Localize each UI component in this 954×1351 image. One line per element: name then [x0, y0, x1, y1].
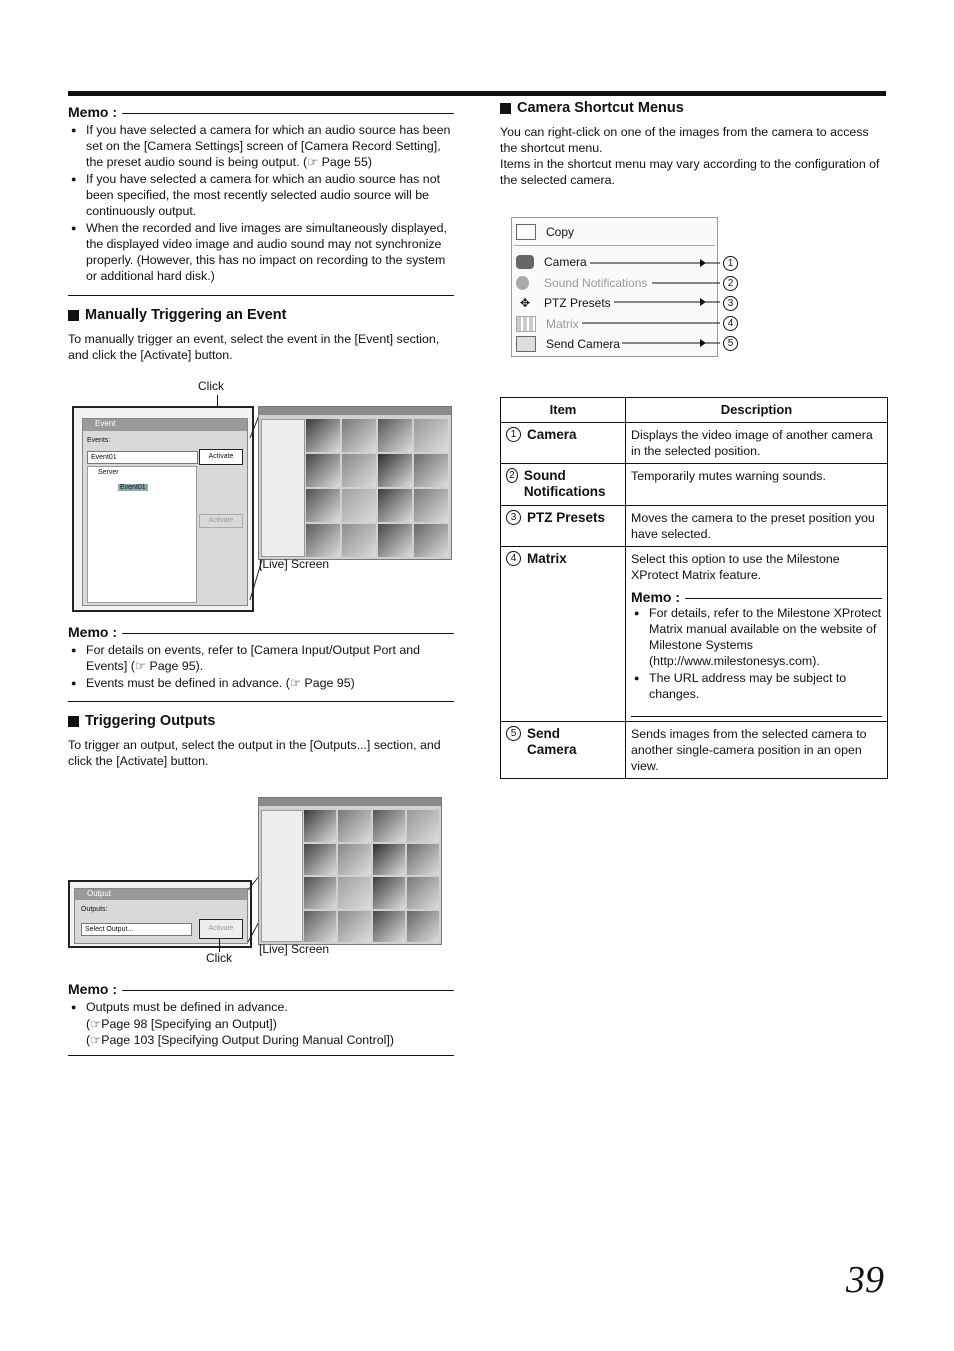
memo-3	[68, 981, 454, 1048]
camera-thumbnail	[378, 489, 412, 522]
activate-button[interactable]: Activate	[199, 919, 243, 939]
live-screen-label: [Live] Screen	[259, 942, 330, 956]
memo-bullet: ● If you have selected a camera for which an audio source has not been specified, the most recently selected audio source will be continuously output.	[68, 171, 454, 219]
memo-bullet: ● When the recorded and live images are simultaneously displayed, the displayed video image and audio sound may not synchronize properly. (However, this has no impact on recording to the system or additional hard disk.)	[68, 220, 454, 284]
marker-5: 5	[723, 336, 738, 351]
section-text: To manually trigger an event, select the event in the [Event] section, and click the [Activate] button.	[68, 332, 440, 362]
camera-thumbnail	[338, 911, 370, 943]
menu-item-send-camera[interactable]: Send Camera	[512, 334, 620, 353]
memo-end-rule	[68, 1055, 454, 1056]
section-text: Items in the shortcut menu may vary according to the configuration of the selected camera.	[500, 157, 880, 187]
camera-thumbnail	[304, 844, 336, 876]
tree-event[interactable]: Event01	[120, 484, 146, 491]
event-select[interactable]: Event01	[87, 451, 198, 464]
camera-thumbnail	[304, 911, 336, 943]
tree-server[interactable]: Server	[98, 469, 119, 476]
camera-thumbnail	[338, 877, 370, 909]
section-heading: Manually Triggering an Event	[68, 307, 286, 323]
matrix-icon	[516, 316, 536, 332]
memo-heading: Memo :	[68, 104, 454, 120]
output-select[interactable]: Select Output...	[81, 923, 192, 936]
camera-thumbnail	[306, 524, 340, 557]
camera-thumbnail	[342, 489, 376, 522]
page-number: 39	[846, 1259, 884, 1301]
memo-bullet: ● The URL address may be subject to changes.	[631, 670, 882, 702]
table-row: 4 Matrix Select this option to use the Milestone XProtect Matrix feature. Memo : ● For details, refer to the Milestone XProtect Matrix manual available on the website of Milestone Systems (http://www.milestonesys.com). ● The URL address may be subject to changes.	[501, 547, 888, 722]
outputs-label: Outputs:	[81, 906, 108, 913]
output-panel-title: Output	[75, 889, 247, 900]
activate-button-2[interactable]: Activate	[199, 514, 243, 528]
memo-2	[68, 624, 454, 692]
camera-thumbnail	[378, 419, 412, 452]
memo-bullet: ● If you have selected a camera for which an audio source has been set on the [Camera Settings] screen of [Camera Record Setting], the preset audio sound is being output. (☞ Page 55)	[68, 122, 454, 170]
menu-markers	[723, 255, 744, 355]
output-panel-screenshot	[68, 880, 252, 948]
camera-thumbnail	[373, 844, 405, 876]
table-row: 2 Sound Notifications Temporarily mutes warning sounds.	[501, 464, 888, 506]
camera-thumbnail	[373, 877, 405, 909]
memo-bullet: ● Outputs must be defined in advance.	[68, 999, 454, 1015]
marker-2: 2	[723, 276, 738, 291]
camera-thumbnail	[306, 489, 340, 522]
marker-1: 1	[723, 256, 738, 271]
activate-button[interactable]: Activate	[199, 449, 243, 465]
top-rule	[68, 91, 886, 96]
camera-thumbnail	[407, 877, 439, 909]
live-screen-thumbnail-2	[258, 797, 442, 945]
table-row: 1 Camera Displays the video image of another camera in the selected position.	[501, 423, 888, 464]
memo-1	[68, 104, 454, 285]
camera-thumbnail	[414, 524, 448, 557]
section-text: To trigger an output, select the output in the [Outputs...] section, and click the [Activate] button.	[68, 738, 441, 768]
camera-thumbnail	[338, 810, 370, 842]
memo-ref-line: (☞Page 103 [Specifying Output During Manual Control])	[86, 1033, 394, 1047]
menu-item-copy[interactable]: Copy	[512, 222, 574, 241]
camera-thumbnail	[407, 810, 439, 842]
marker-4: 4	[723, 316, 738, 331]
callout-line	[219, 938, 220, 952]
table-header-description: Description	[626, 398, 888, 423]
table-row: 3 PTZ Presets Moves the camera to the preset position you have selected.	[501, 506, 888, 547]
camera-thumbnail	[378, 524, 412, 557]
table-header-item: Item	[501, 398, 626, 423]
camera-thumbnail	[378, 454, 412, 487]
menu-item-camera[interactable]: Camera	[512, 252, 587, 271]
camera-thumbnail	[414, 454, 448, 487]
memo-bullet: ● For details, refer to the Milestone XProtect Matrix manual available on the website of Milestone Systems (http://www.milestonesys.com).	[631, 605, 882, 669]
camera-thumbnail	[342, 454, 376, 487]
camera-thumbnail	[407, 911, 439, 943]
event-panel-screenshot	[72, 406, 254, 612]
memo-heading: Memo :	[68, 981, 454, 997]
camera-thumbnail	[304, 877, 336, 909]
live-screen-thumbnail-1	[258, 406, 452, 560]
click-label: Click	[198, 379, 224, 393]
menu-item-matrix[interactable]: Matrix	[512, 314, 579, 333]
memo-end-rule	[68, 701, 454, 702]
camera-thumbnail	[407, 844, 439, 876]
send-camera-icon	[516, 336, 536, 352]
camera-thumbnail	[304, 810, 336, 842]
speaker-icon	[516, 276, 529, 290]
camera-thumbnail	[373, 911, 405, 943]
click-label: Click	[206, 951, 232, 965]
menu-item-ptz-presets[interactable]: ✥ PTZ Presets	[512, 293, 611, 312]
camera-thumbnail	[414, 419, 448, 452]
ptz-arrows-icon: ✥	[519, 295, 531, 310]
camera-icon	[516, 255, 534, 269]
marker-3: 3	[723, 296, 738, 311]
section-text: You can right-click on one of the images from the camera to access the shortcut menu.	[500, 125, 869, 155]
memo-heading: Memo :	[68, 624, 454, 640]
camera-thumbnail	[414, 489, 448, 522]
live-screen-label: [Live] Screen	[259, 557, 330, 571]
section-heading: Camera Shortcut Menus	[500, 100, 684, 116]
camera-thumbnail	[373, 810, 405, 842]
section-heading: Triggering Outputs	[68, 713, 216, 729]
camera-thumbnail	[342, 524, 376, 557]
camera-thumbnail	[342, 419, 376, 452]
memo-ref-line: (☞Page 98 [Specifying an Output])	[86, 1017, 277, 1031]
camera-thumbnail	[306, 419, 340, 452]
event-panel-title: Event	[83, 419, 247, 431]
copy-icon	[516, 224, 536, 240]
table-row: 5 Send Camera Sends images from the selected camera to another single-camera position in an open view.	[501, 722, 888, 779]
menu-item-sound-notifications[interactable]: Sound Notifications	[512, 273, 647, 292]
memo-end-rule	[68, 295, 454, 296]
events-label: Events:	[87, 437, 111, 444]
memo-bullet: ● For details on events, refer to [Camera Input/Output Port and Events] (☞ Page 95).	[68, 642, 454, 674]
matrix-memo-heading: Memo :	[631, 589, 882, 605]
camera-thumbnail	[306, 454, 340, 487]
menu-callout-lines	[560, 250, 720, 350]
camera-thumbnail	[338, 844, 370, 876]
memo-bullet: ● Events must be defined in advance. (☞ Page 95)	[68, 675, 454, 691]
event-tree	[87, 466, 197, 603]
items-table	[500, 397, 888, 779]
